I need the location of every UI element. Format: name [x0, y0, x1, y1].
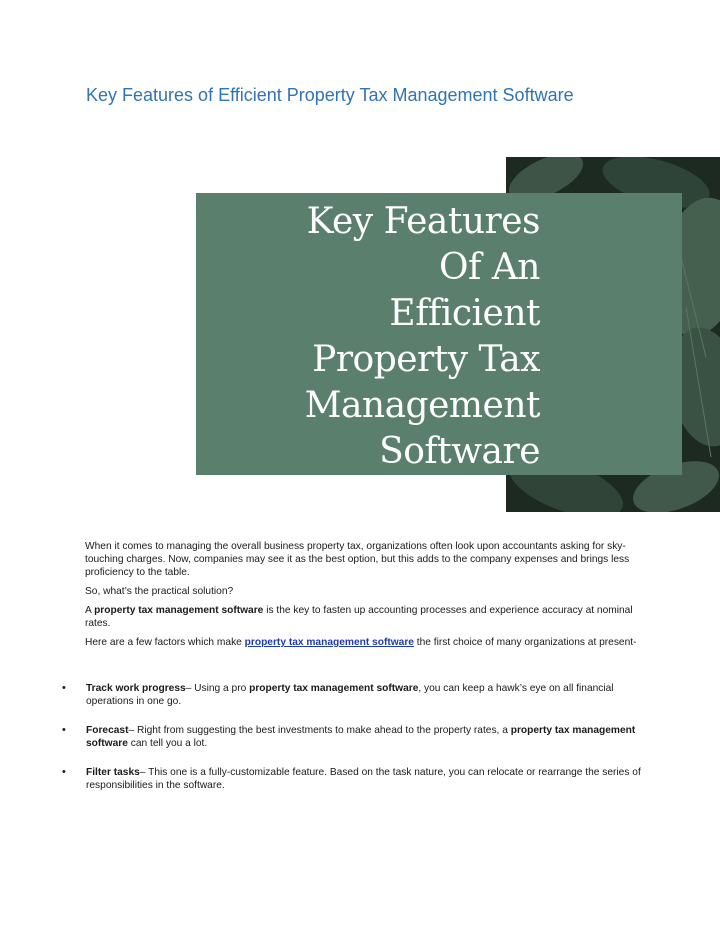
feature-text-end: , you can keep a hawk’s eye on all financial operations in one go. — [86, 683, 614, 707]
feature-text: – Using a pro — [185, 683, 250, 694]
article-body — [85, 540, 645, 655]
solution-bold: property tax management software — [94, 605, 264, 616]
bullet-icon: • — [62, 724, 66, 736]
factors-prefix: Here are a few factors which make — [85, 637, 245, 648]
factors-suffix: the first choice of many organizations at present- — [413, 637, 637, 648]
solution-prefix: A — [85, 605, 95, 616]
software-link[interactable]: property tax management software — [244, 637, 414, 648]
question-paragraph: So, what’s the practical solution? — [85, 586, 234, 597]
document-title: Key Features of Efficient Property Tax Management Software — [86, 85, 574, 105]
feature-title: Forecast — [86, 725, 129, 736]
list-item — [62, 724, 642, 750]
feature-title: Track work progress — [86, 683, 186, 694]
feature-list — [62, 682, 642, 808]
intro-paragraph: When it comes to managing the overall business property tax, organizations often look upon accountants asking for sky-touching charges. Now, companies may see it as the best option, but this adds to the company expenses and brings less proficiency to the table. — [85, 541, 630, 578]
feature-text-end: can tell you a lot. — [127, 738, 208, 749]
bullet-icon: • — [62, 766, 66, 778]
feature-bold: property tax management software — [86, 725, 636, 749]
solution-paragraph — [85, 604, 645, 630]
feature-text: – This one is a fully-customizable feature. Based on the task nature, you can relocate or rearrange the series of responsibilities in the software. — [86, 767, 641, 791]
feature-text: – Right from suggesting the best investments to make ahead to the property rates, a — [128, 725, 511, 736]
bullet-icon: • — [62, 682, 66, 694]
list-item — [62, 682, 642, 708]
feature-title: Filter tasks — [86, 767, 140, 778]
solution-suffix: is the key to fasten up accounting processes and experience accuracy at nominal rates. — [85, 605, 633, 629]
hero-banner — [196, 157, 720, 512]
factors-paragraph — [85, 636, 645, 649]
feature-bold: property tax management software — [249, 683, 419, 694]
list-item — [62, 766, 642, 792]
hero-title: Key Features Of An Efficient Property Tax Management Software — [304, 201, 540, 472]
